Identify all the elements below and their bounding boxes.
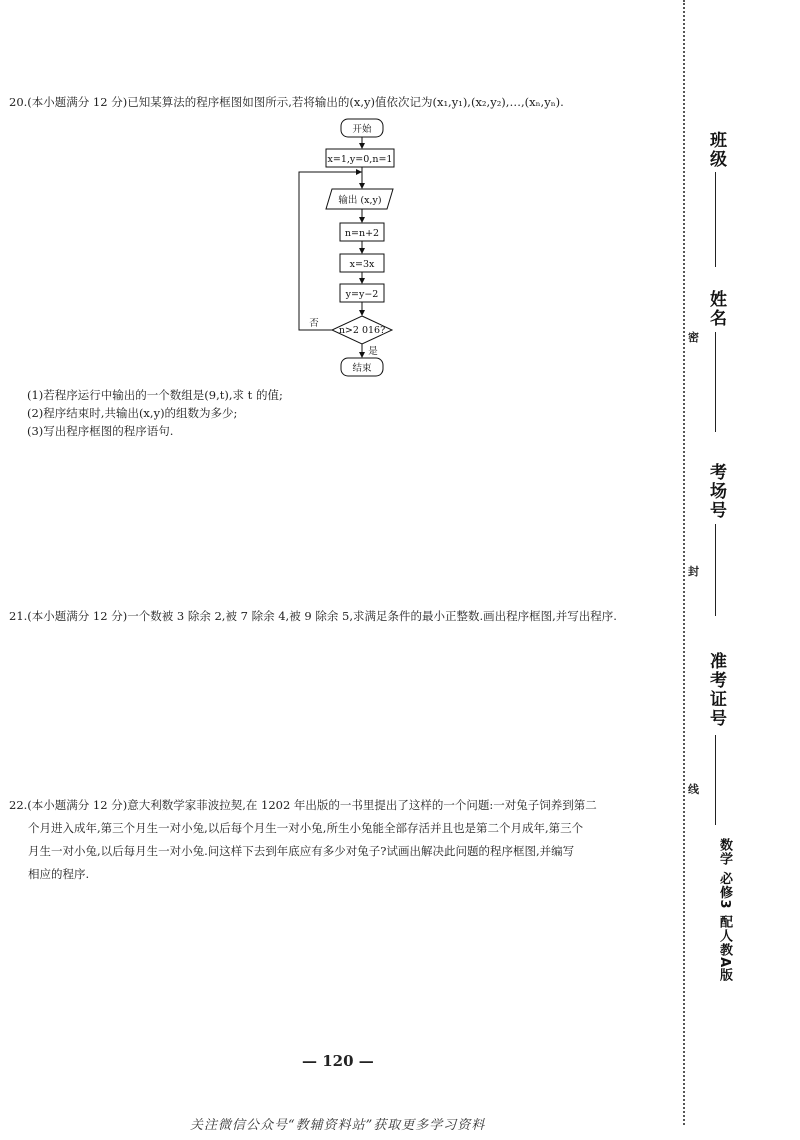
- question-22-line: 个月进入成年,第三个月生一对小兔,以后每个月生一对小兔,所生小兔能全部存活并且也是第二个月成年,第三个: [28, 821, 584, 835]
- flow-output-label: 输出 (x,y): [338, 195, 382, 206]
- question-22-line: 相应的程序.: [28, 867, 90, 881]
- question-20-part-3: (3)写出程序框图的程序语句.: [27, 424, 174, 438]
- binding-dotted-line: [683, 0, 685, 1125]
- name-underline: [715, 332, 716, 432]
- question-22-line: 22.(本小题满分 12 分)意大利数学家菲波拉契,在 1202 年出版的一书里提出了这样的一个问题:一对兔子饲养到第二: [9, 798, 597, 812]
- page-number: — 120 —: [302, 1052, 374, 1070]
- room-label: 考场号: [706, 463, 726, 520]
- question-20-stem: 20.(本小题满分 12 分)已知某算法的程序框图如图所示,若将输出的(x,y)值依次记为(x₁,y₁),(x₂,y₂),…,(xₙ,yₙ).: [9, 95, 564, 109]
- flow-init-label: x=1,y=0,n=1: [327, 154, 393, 165]
- flow-step2-label: x=3x: [349, 259, 375, 270]
- name-label: 姓名: [706, 290, 726, 328]
- flow-step3-label: y=y−2: [345, 289, 379, 300]
- room-underline: [715, 524, 716, 616]
- question-22-line: 月生一对小兔,以后每月生一对小兔.问这样下去到年底应有多少对兔子?试画出解决此问题的程序框图,并编写: [28, 844, 575, 858]
- flowchart: [280, 116, 420, 382]
- flow-yes-label: 是: [368, 346, 378, 357]
- flow-no-label: 否: [309, 318, 319, 329]
- question-20-part-1: (1)若程序运行中输出的一个数组是(9,t),求 t 的值;: [27, 388, 283, 402]
- seal-mi: 密: [688, 331, 699, 344]
- class-label: 班级: [706, 131, 726, 169]
- footer-note: 关注微信公众号“教辅资料站”获取更多学习资料: [190, 1118, 486, 1133]
- class-underline: [715, 172, 716, 267]
- question-20-part-2: (2)程序结束时,共输出(x,y)的组数为多少;: [27, 406, 238, 420]
- id-underline: [715, 735, 716, 825]
- seal-xian: 线: [688, 783, 699, 796]
- flow-start-label: 开始: [352, 124, 372, 135]
- id-label: 准考证号: [706, 652, 726, 728]
- flow-step1-label: n=n+2: [344, 228, 380, 239]
- question-22-text: [9, 794, 669, 886]
- subject-label: 数学 必修3 配人教A版: [717, 838, 732, 983]
- seal-feng: 封: [688, 565, 699, 578]
- question-21-text: 21.(本小题满分 12 分)一个数被 3 除余 2,被 7 除余 4,被 9 除余 5,求满足条件的最小正整数.画出程序框图,并写出程序.: [9, 609, 617, 623]
- flow-end-label: 结束: [352, 363, 372, 374]
- flow-condition-label: n>2 016?: [338, 325, 386, 336]
